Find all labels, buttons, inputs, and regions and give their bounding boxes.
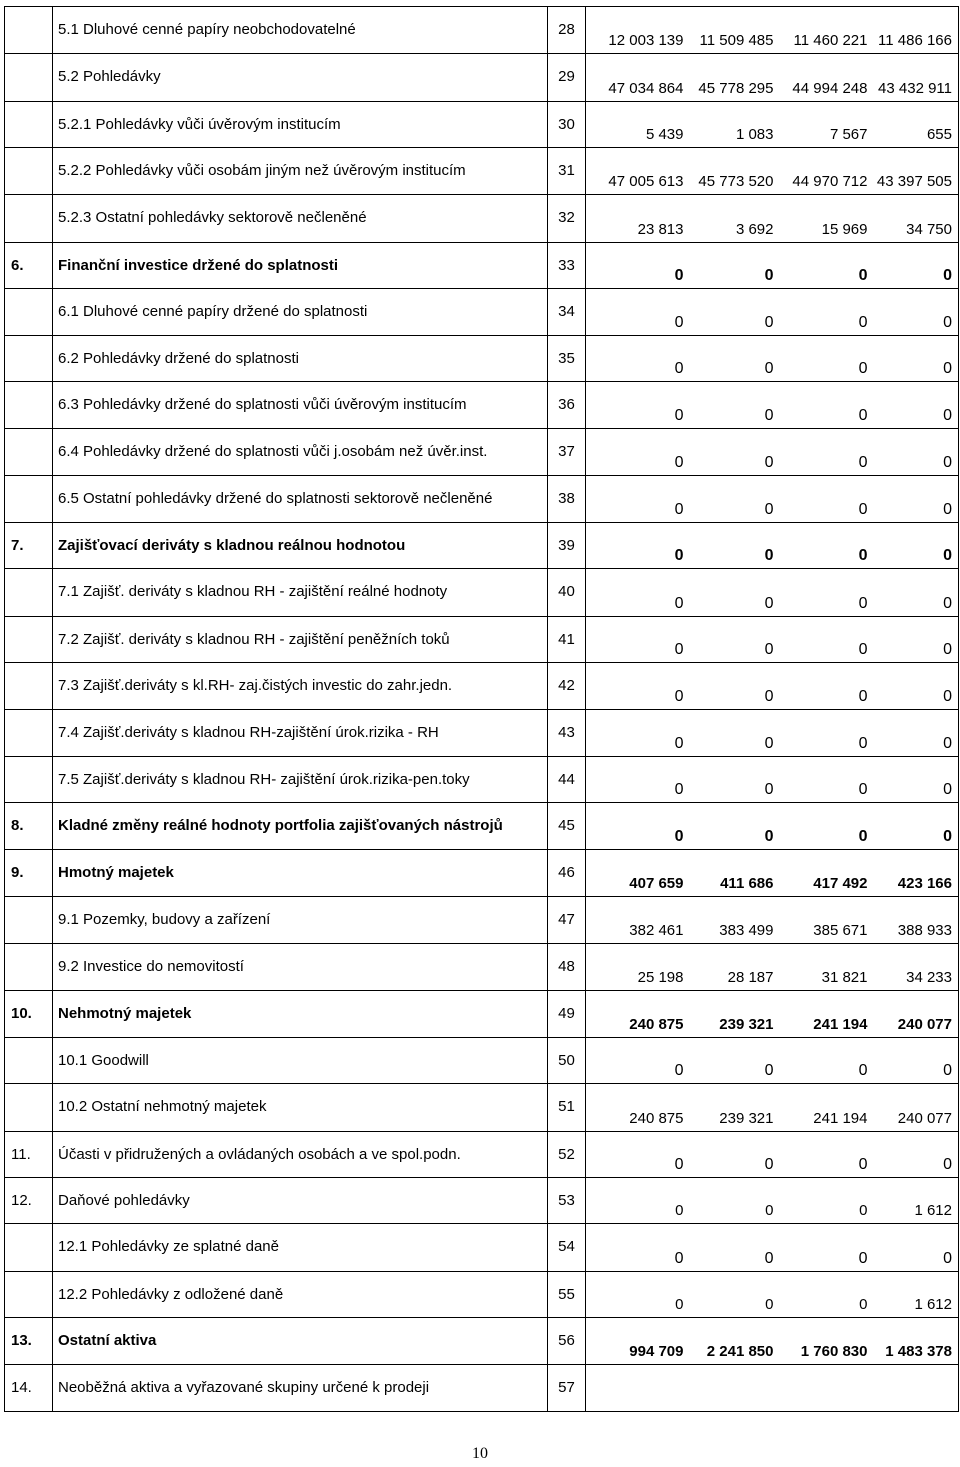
item-number: [5, 944, 53, 990]
value-cell: 0: [774, 335, 868, 381]
item-label: 6.1 Dluhové cenné papíry držené do splatnosti: [53, 289, 548, 335]
value-cell: 45 778 295: [684, 54, 774, 101]
value-cell: 44 970 712: [774, 148, 868, 195]
value-cell: 0: [868, 242, 959, 288]
value-cell: 0: [774, 1271, 868, 1317]
row-number: 53: [548, 1177, 586, 1223]
value-cell: 411 686: [684, 850, 774, 896]
value-cell: 0: [774, 756, 868, 802]
item-number: [5, 896, 53, 943]
row-number: 35: [548, 335, 586, 381]
row-number: 42: [548, 663, 586, 710]
value-cell: 0: [684, 381, 774, 428]
value-cell: 0: [684, 429, 774, 475]
value-cell: 382 461: [586, 896, 684, 943]
value-cell: 0: [586, 1224, 684, 1271]
value-cell: 45 773 520: [684, 148, 774, 195]
item-label: 12.2 Pohledávky z odložené daně: [53, 1271, 548, 1317]
table-row: [5, 710, 959, 756]
value-cell: 0: [684, 475, 774, 522]
value-cell: 239 321: [684, 990, 774, 1037]
item-number: [5, 7, 53, 54]
value-cell: 0: [684, 710, 774, 756]
item-number: 8.: [5, 803, 53, 850]
item-number: [5, 710, 53, 756]
item-label: 5.2.2 Pohledávky vůči osobám jiným než úvěrovým institucím: [53, 148, 548, 195]
value-cell: 0: [774, 475, 868, 522]
value-cell: [586, 1365, 684, 1412]
item-number: [5, 1084, 53, 1131]
row-number: 39: [548, 522, 586, 568]
value-cell: 0: [774, 522, 868, 568]
value-cell: 0: [684, 803, 774, 850]
row-number: 50: [548, 1037, 586, 1083]
value-cell: 0: [684, 289, 774, 335]
value-cell: 241 194: [774, 1084, 868, 1131]
value-cell: 0: [586, 1271, 684, 1317]
table-row: [5, 896, 959, 943]
item-label: 7.4 Zajišť.deriváty s kladnou RH-zajištění úrok.rizika - RH: [53, 710, 548, 756]
value-cell: 0: [684, 1177, 774, 1223]
row-number: 28: [548, 7, 586, 54]
row-number: 52: [548, 1131, 586, 1177]
item-label: 6.4 Pohledávky držené do splatnosti vůči j.osobám než úvěr.inst.: [53, 429, 548, 475]
value-cell: 655: [868, 101, 959, 147]
table-row: [5, 1177, 959, 1223]
value-cell: 0: [868, 475, 959, 522]
item-label: 5.2 Pohledávky: [53, 54, 548, 101]
row-number: 54: [548, 1224, 586, 1271]
value-cell: 0: [774, 1037, 868, 1083]
value-cell: 0: [586, 335, 684, 381]
value-cell: [774, 1365, 868, 1412]
table-row: [5, 1084, 959, 1131]
value-cell: 423 166: [868, 850, 959, 896]
item-number: [5, 101, 53, 147]
item-number: [5, 335, 53, 381]
table-row: [5, 756, 959, 802]
item-label: Neoběžná aktiva a vyřazované skupiny určené k prodeji: [53, 1365, 548, 1412]
value-cell: 385 671: [774, 896, 868, 943]
row-number: 55: [548, 1271, 586, 1317]
row-number: 43: [548, 710, 586, 756]
table-row: [5, 1318, 959, 1365]
value-cell: 0: [774, 1224, 868, 1271]
value-cell: 0: [586, 242, 684, 288]
value-cell: 407 659: [586, 850, 684, 896]
value-cell: 0: [586, 616, 684, 662]
value-cell: 0: [868, 1131, 959, 1177]
value-cell: 0: [868, 616, 959, 662]
value-cell: 0: [868, 663, 959, 710]
value-cell: 1 760 830: [774, 1318, 868, 1365]
item-label: Ostatní aktiva: [53, 1318, 548, 1365]
table-row: [5, 7, 959, 54]
table-row: [5, 803, 959, 850]
value-cell: 0: [684, 522, 774, 568]
item-label: 5.1 Dluhové cenné papíry neobchodovatelné: [53, 7, 548, 54]
item-number: [5, 289, 53, 335]
value-cell: 0: [774, 803, 868, 850]
value-cell: 0: [868, 289, 959, 335]
row-number: 46: [548, 850, 586, 896]
value-cell: 0: [868, 1224, 959, 1271]
value-cell: 23 813: [586, 195, 684, 242]
value-cell: 239 321: [684, 1084, 774, 1131]
value-cell: 31 821: [774, 944, 868, 990]
value-cell: 0: [586, 429, 684, 475]
item-label: 7.1 Zajišť. deriváty s kladnou RH - zajištění reálné hodnoty: [53, 569, 548, 616]
value-cell: 34 233: [868, 944, 959, 990]
value-cell: 0: [774, 1177, 868, 1223]
table-row: [5, 1131, 959, 1177]
item-number: [5, 1224, 53, 1271]
value-cell: 12 003 139: [586, 7, 684, 54]
table-row: [5, 1037, 959, 1083]
item-label: 6.3 Pohledávky držené do splatnosti vůči úvěrovým institucím: [53, 381, 548, 428]
value-cell: 0: [868, 335, 959, 381]
value-cell: 43 432 911: [868, 54, 959, 101]
row-number: 48: [548, 944, 586, 990]
value-cell: 240 077: [868, 990, 959, 1037]
value-cell: 0: [774, 616, 868, 662]
item-number: [5, 663, 53, 710]
row-number: 32: [548, 195, 586, 242]
value-cell: 0: [586, 803, 684, 850]
value-cell: 0: [586, 1177, 684, 1223]
table-row: [5, 616, 959, 662]
item-number: [5, 54, 53, 101]
table-row: [5, 944, 959, 990]
item-label: Zajišťovací deriváty s kladnou reálnou hodnotou: [53, 522, 548, 568]
table-row: [5, 663, 959, 710]
value-cell: 0: [774, 710, 868, 756]
row-number: 49: [548, 990, 586, 1037]
item-number: [5, 429, 53, 475]
value-cell: 2 241 850: [684, 1318, 774, 1365]
table-row: [5, 569, 959, 616]
value-cell: 0: [774, 663, 868, 710]
value-cell: 1 083: [684, 101, 774, 147]
table-row: [5, 242, 959, 288]
value-cell: 0: [774, 242, 868, 288]
value-cell: 0: [684, 242, 774, 288]
row-number: 29: [548, 54, 586, 101]
table-row: [5, 850, 959, 896]
value-cell: 0: [774, 429, 868, 475]
value-cell: 0: [586, 522, 684, 568]
value-cell: 0: [586, 569, 684, 616]
item-number: 6.: [5, 242, 53, 288]
value-cell: 11 509 485: [684, 7, 774, 54]
value-cell: 240 077: [868, 1084, 959, 1131]
value-cell: 0: [586, 663, 684, 710]
table-row: [5, 335, 959, 381]
value-cell: 11 460 221: [774, 7, 868, 54]
value-cell: 0: [586, 475, 684, 522]
value-cell: 0: [868, 522, 959, 568]
value-cell: 0: [684, 1037, 774, 1083]
value-cell: 0: [774, 569, 868, 616]
value-cell: 0: [774, 289, 868, 335]
value-cell: [684, 1365, 774, 1412]
value-cell: 0: [774, 1131, 868, 1177]
item-label: 9.2 Investice do nemovitostí: [53, 944, 548, 990]
item-label: 6.5 Ostatní pohledávky držené do splatnosti sektorově nečleněné: [53, 475, 548, 522]
item-number: 13.: [5, 1318, 53, 1365]
value-cell: 0: [774, 381, 868, 428]
value-cell: 25 198: [586, 944, 684, 990]
table-row: [5, 1365, 959, 1412]
value-cell: 7 567: [774, 101, 868, 147]
row-number: 37: [548, 429, 586, 475]
table-row: [5, 101, 959, 147]
item-number: 10.: [5, 990, 53, 1037]
value-cell: 47 034 864: [586, 54, 684, 101]
item-number: [5, 756, 53, 802]
value-cell: 0: [586, 1037, 684, 1083]
value-cell: 0: [586, 289, 684, 335]
item-number: 12.: [5, 1177, 53, 1223]
row-number: 56: [548, 1318, 586, 1365]
value-cell: 0: [868, 1037, 959, 1083]
value-cell: 0: [868, 710, 959, 756]
table-row: [5, 148, 959, 195]
table-row: [5, 195, 959, 242]
table-row: [5, 475, 959, 522]
value-cell: 15 969: [774, 195, 868, 242]
value-cell: 0: [684, 616, 774, 662]
row-number: 41: [548, 616, 586, 662]
value-cell: 0: [586, 381, 684, 428]
item-label: Kladné změny reálné hodnoty portfolia zajišťovaných nástrojů: [53, 803, 548, 850]
item-number: [5, 475, 53, 522]
item-number: [5, 569, 53, 616]
item-label: 12.1 Pohledávky ze splatné daně: [53, 1224, 548, 1271]
value-cell: 388 933: [868, 896, 959, 943]
item-number: [5, 148, 53, 195]
item-label: 7.5 Zajišť.deriváty s kladnou RH- zajištění úrok.rizika-pen.toky: [53, 756, 548, 802]
value-cell: 0: [868, 429, 959, 475]
balance-sheet-table: [4, 6, 959, 1412]
row-number: 34: [548, 289, 586, 335]
value-cell: 0: [684, 569, 774, 616]
item-number: 9.: [5, 850, 53, 896]
value-cell: 0: [586, 1131, 684, 1177]
page-number: 10: [472, 1445, 488, 1462]
item-label: 9.1 Pozemky, budovy a zařízení: [53, 896, 548, 943]
row-number: 33: [548, 242, 586, 288]
value-cell: 0: [684, 663, 774, 710]
item-number: [5, 195, 53, 242]
value-cell: [868, 1365, 959, 1412]
item-label: Finanční investice držené do splatnosti: [53, 242, 548, 288]
value-cell: 240 875: [586, 1084, 684, 1131]
table-body: [5, 7, 959, 1412]
value-cell: 0: [586, 756, 684, 802]
item-number: [5, 381, 53, 428]
value-cell: 0: [684, 756, 774, 802]
value-cell: 417 492: [774, 850, 868, 896]
row-number: 51: [548, 1084, 586, 1131]
value-cell: 11 486 166: [868, 7, 959, 54]
table-row: [5, 522, 959, 568]
item-label: 10.1 Goodwill: [53, 1037, 548, 1083]
item-label: 5.2.1 Pohledávky vůči úvěrovým institucím: [53, 101, 548, 147]
value-cell: 0: [586, 710, 684, 756]
row-number: 38: [548, 475, 586, 522]
row-number: 31: [548, 148, 586, 195]
table-row: [5, 289, 959, 335]
item-label: Účasti v přidružených a ovládaných osobách a ve spol.podn.: [53, 1131, 548, 1177]
row-number: 36: [548, 381, 586, 428]
value-cell: 44 994 248: [774, 54, 868, 101]
value-cell: 0: [684, 1131, 774, 1177]
table-row: [5, 1271, 959, 1317]
item-number: [5, 616, 53, 662]
value-cell: 0: [684, 1271, 774, 1317]
row-number: 45: [548, 803, 586, 850]
value-cell: 47 005 613: [586, 148, 684, 195]
item-label: Nehmotný majetek: [53, 990, 548, 1037]
item-label: Daňové pohledávky: [53, 1177, 548, 1223]
row-number: 30: [548, 101, 586, 147]
item-label: 5.2.3 Ostatní pohledávky sektorově nečleněné: [53, 195, 548, 242]
value-cell: 0: [868, 569, 959, 616]
item-number: 14.: [5, 1365, 53, 1412]
item-number: [5, 1037, 53, 1083]
value-cell: 0: [684, 335, 774, 381]
row-number: 44: [548, 756, 586, 802]
item-label: 7.3 Zajišť.deriváty s kl.RH- zaj.čistých investic do zahr.jedn.: [53, 663, 548, 710]
item-number: 7.: [5, 522, 53, 568]
item-label: 7.2 Zajišť. deriváty s kladnou RH - zajištění peněžních toků: [53, 616, 548, 662]
value-cell: 240 875: [586, 990, 684, 1037]
value-cell: 3 692: [684, 195, 774, 242]
value-cell: 1 612: [868, 1271, 959, 1317]
row-number: 57: [548, 1365, 586, 1412]
value-cell: 5 439: [586, 101, 684, 147]
table-row: [5, 429, 959, 475]
value-cell: 0: [684, 1224, 774, 1271]
value-cell: 1 483 378: [868, 1318, 959, 1365]
item-label: 6.2 Pohledávky držené do splatnosti: [53, 335, 548, 381]
item-label: Hmotný majetek: [53, 850, 548, 896]
value-cell: 0: [868, 803, 959, 850]
value-cell: 0: [868, 381, 959, 428]
value-cell: 241 194: [774, 990, 868, 1037]
value-cell: 43 397 505: [868, 148, 959, 195]
item-label: 10.2 Ostatní nehmotný majetek: [53, 1084, 548, 1131]
row-number: 47: [548, 896, 586, 943]
value-cell: 28 187: [684, 944, 774, 990]
value-cell: 994 709: [586, 1318, 684, 1365]
table-row: [5, 1224, 959, 1271]
item-number: [5, 1271, 53, 1317]
table-row: [5, 990, 959, 1037]
value-cell: 0: [868, 756, 959, 802]
item-number: 11.: [5, 1131, 53, 1177]
table-row: [5, 381, 959, 428]
row-number: 40: [548, 569, 586, 616]
value-cell: 34 750: [868, 195, 959, 242]
value-cell: 1 612: [868, 1177, 959, 1223]
table-row: [5, 54, 959, 101]
value-cell: 383 499: [684, 896, 774, 943]
